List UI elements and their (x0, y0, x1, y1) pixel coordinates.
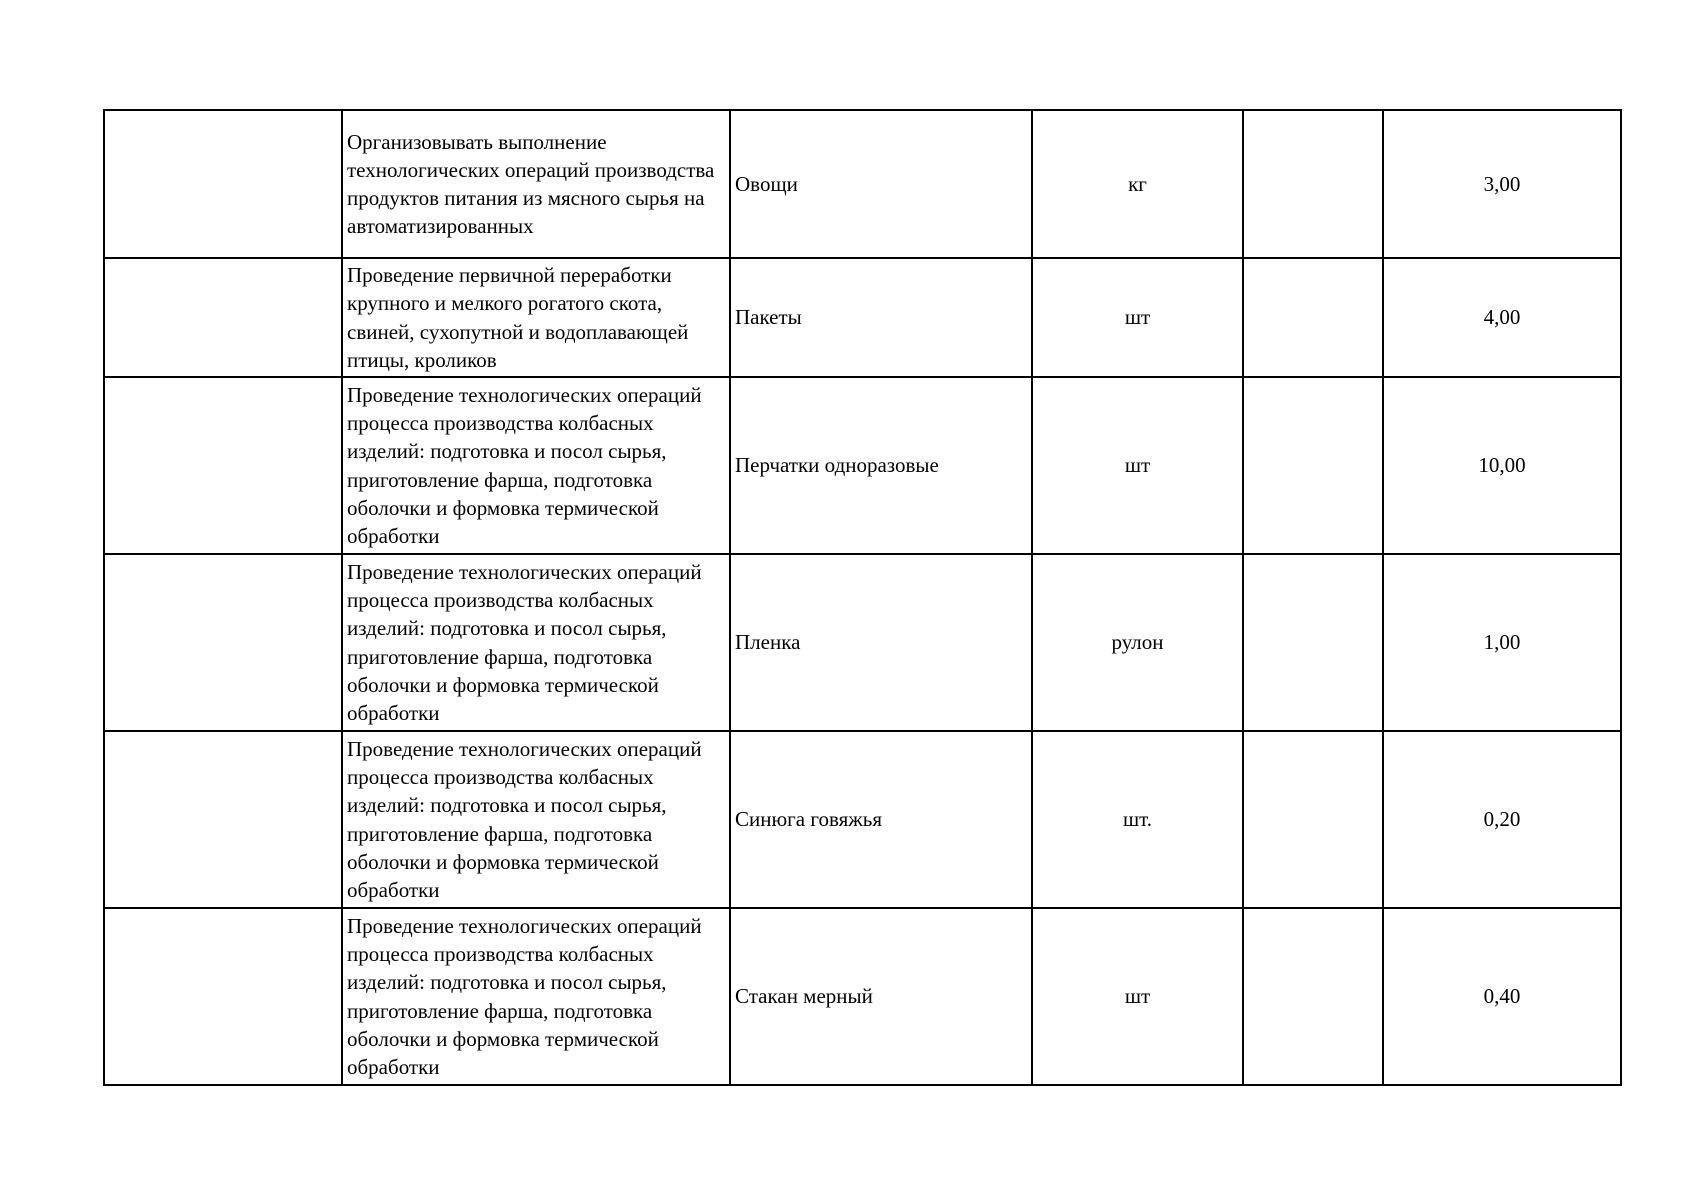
cell-unit: кг (1032, 110, 1243, 258)
cell-blank (104, 908, 342, 1085)
cell-operation: Организовывать выполнение технологических операций производства продуктов питания из мясного сырья на автоматизированных (342, 110, 730, 258)
cell-item: Пленка (730, 554, 1032, 731)
cell-blank (104, 258, 342, 377)
cell-unit: шт (1032, 377, 1243, 554)
cell-unit: шт (1032, 908, 1243, 1085)
cell-quantity: 0,20 (1383, 731, 1621, 908)
cell-blank (104, 110, 342, 258)
cell-empty (1243, 908, 1383, 1085)
cell-item: Овощи (730, 110, 1032, 258)
cell-operation: Проведение технологических операций процесса производства колбасных изделий: подготовка и посол сырья, приготовление фарша, подготовка оболочки и формовка термической обработки (342, 554, 730, 731)
table-row (104, 554, 1621, 731)
materials-table (103, 109, 1622, 1086)
cell-item: Пакеты (730, 258, 1032, 377)
cell-quantity: 1,00 (1383, 554, 1621, 731)
cell-empty (1243, 377, 1383, 554)
cell-item: Синюга говяжья (730, 731, 1032, 908)
cell-quantity: 10,00 (1383, 377, 1621, 554)
cell-blank (104, 377, 342, 554)
cell-empty (1243, 554, 1383, 731)
table-row (104, 908, 1621, 1085)
cell-quantity: 4,00 (1383, 258, 1621, 377)
cell-operation: Проведение технологических операций процесса производства колбасных изделий: подготовка и посол сырья, приготовление фарша, подготовка оболочки и формовка термической обработки (342, 377, 730, 554)
cell-empty (1243, 258, 1383, 377)
cell-quantity: 3,00 (1383, 110, 1621, 258)
cell-unit: рулон (1032, 554, 1243, 731)
cell-unit: шт. (1032, 731, 1243, 908)
cell-unit: шт (1032, 258, 1243, 377)
cell-operation: Проведение технологических операций процесса производства колбасных изделий: подготовка и посол сырья, приготовление фарша, подготовка оболочки и формовка термической обработки (342, 731, 730, 908)
cell-operation: Проведение первичной переработки крупного и мелкого рогатого скота, свиней, сухопутной и водоплавающей птицы, кроликов (342, 258, 730, 377)
table-row (104, 110, 1621, 258)
table-row (104, 377, 1621, 554)
cell-item: Стакан мерный (730, 908, 1032, 1085)
table-row (104, 731, 1621, 908)
cell-empty (1243, 731, 1383, 908)
cell-empty (1243, 110, 1383, 258)
cell-operation: Проведение технологических операций процесса производства колбасных изделий: подготовка и посол сырья, приготовление фарша, подготовка оболочки и формовка термической обработки (342, 908, 730, 1085)
table-row (104, 258, 1621, 377)
cell-item: Перчатки одноразовые (730, 377, 1032, 554)
cell-quantity: 0,40 (1383, 908, 1621, 1085)
cell-blank (104, 731, 342, 908)
cell-blank (104, 554, 342, 731)
